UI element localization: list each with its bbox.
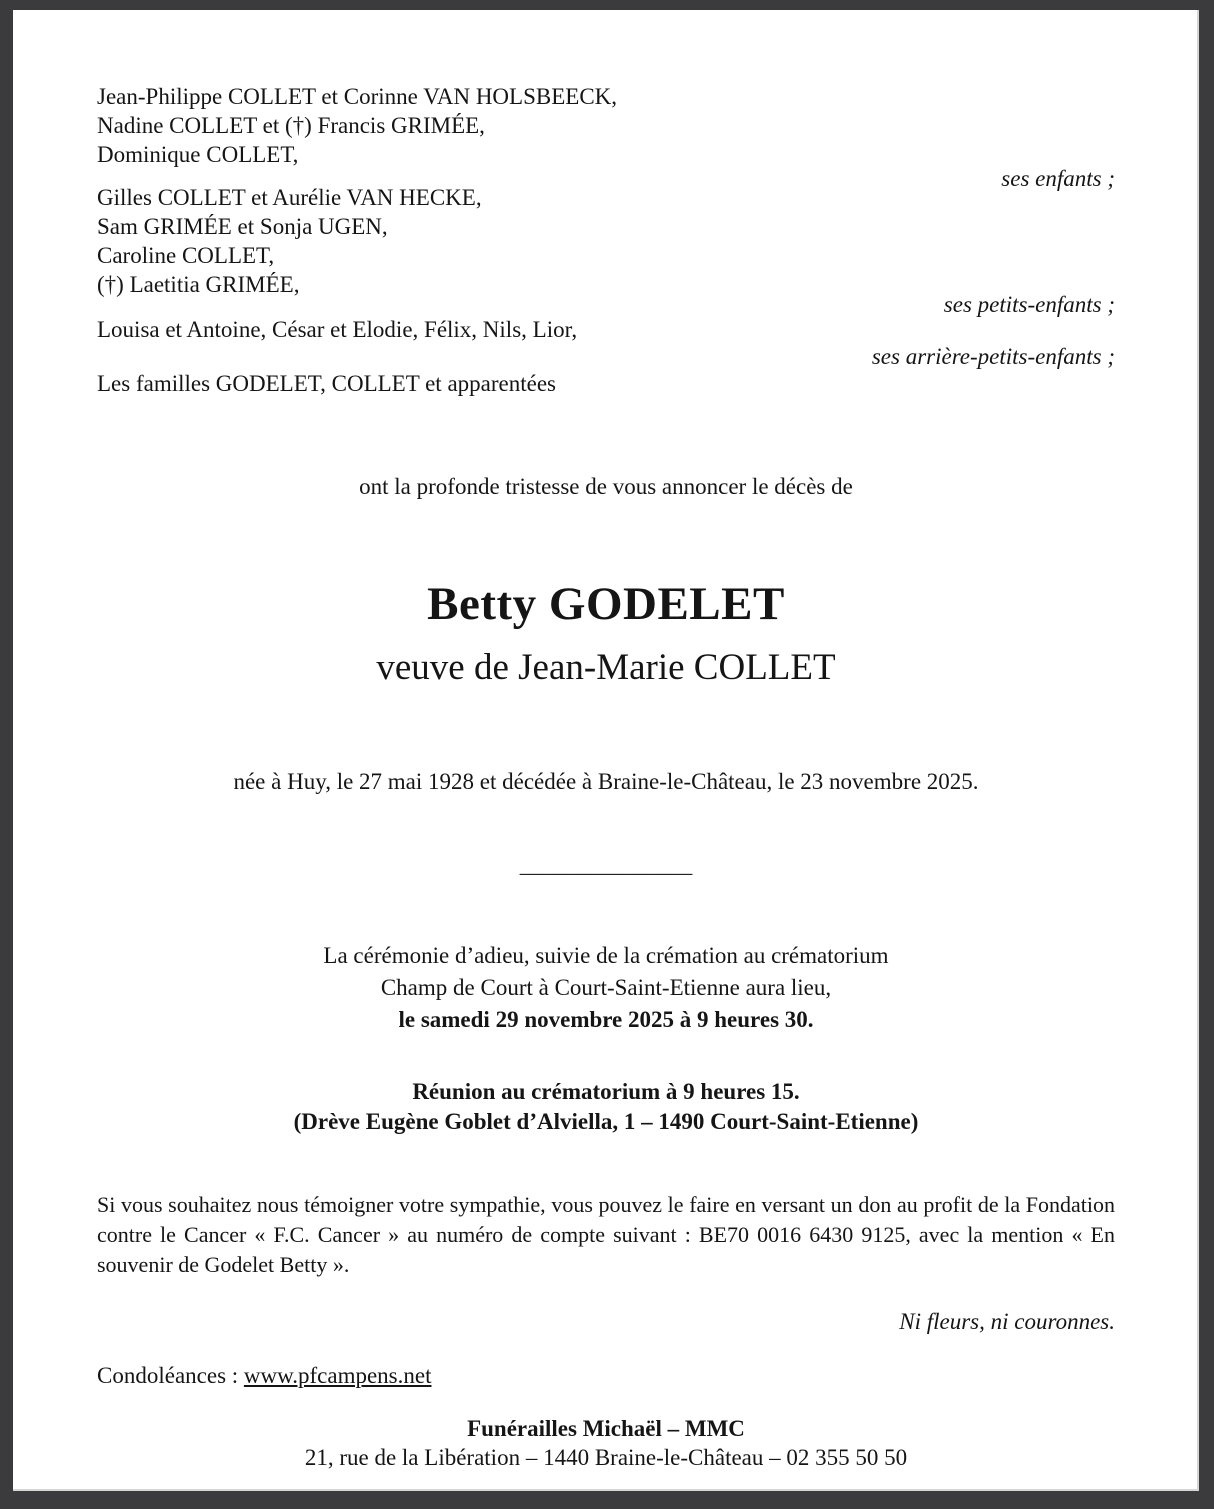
condolences-label: Condoléances :	[97, 1363, 244, 1388]
announcement-page	[13, 10, 1199, 1491]
family-group-grandchildren	[97, 183, 1115, 299]
reunion-address-line: (Drève Eugène Goblet d’Alviella, 1 – 1490 Court-Saint-Etienne)	[293, 1109, 919, 1134]
donation-paragraph: Si vous souhaitez nous témoigner votre sympathie, vous pouvez le faire en versant un don au profit de la Fondation contre le Cancer « F.C. Cancer » au numéro de compte suivant : BE70 0016 6430 9125, avec la mention « En souvenir de Godelet Betty ».	[97, 1192, 1115, 1277]
relation-label-grandchildren: ses petits-enfants ;	[943, 292, 1115, 317]
ceremony-line: La cérémonie d’adieu, suivie de la crémation au crématorium	[323, 943, 889, 968]
ceremony-details	[97, 940, 1115, 1036]
ceremony-line: Champ de Court à Court-Saint-Etienne aura lieu,	[380, 975, 832, 1000]
family-line: Jean-Philippe COLLET et Corinne VAN HOLSBEECK,	[97, 84, 618, 109]
deceased-subtitle: veuve de Jean-Marie COLLET	[376, 647, 836, 688]
family-line: Nadine COLLET et (†) Francis GRIMÉE,	[97, 113, 485, 138]
ceremony-date-line: le samedi 29 novembre 2025 à 9 heures 30.	[398, 1007, 814, 1032]
reunion-line: Réunion au crématorium à 9 heures 15.	[412, 1079, 800, 1104]
family-line: Caroline COLLET,	[97, 243, 275, 268]
no-flowers-note: Ni fleurs, ni couronnes.	[899, 1309, 1115, 1334]
families-line: Les familles GODELET, COLLET et apparentées	[97, 371, 556, 396]
separator-line: _______________	[519, 852, 693, 877]
family-line-great-grandchildren: Louisa et Antoine, César et Elodie, Félix, Nils, Lior,	[97, 317, 578, 342]
funeral-home-name: Funérailles Michaël – MMC	[467, 1416, 745, 1441]
deceased-name: Betty GODELET	[427, 578, 785, 630]
family-group-children	[97, 82, 1115, 169]
condolences-line	[97, 1361, 1115, 1390]
family-line: Sam GRIMÉE et Sonja UGEN,	[97, 214, 388, 239]
announcement-sentence: ont la profonde tristesse de vous annoncer le décès de	[359, 474, 853, 499]
life-dates: née à Huy, le 27 mai 1928 et décédée à Braine-le-Château, le 23 novembre 2025.	[233, 769, 979, 794]
relation-label-great-grandchildren: ses arrière-petits-enfants ;	[871, 344, 1115, 369]
reunion-details	[97, 1077, 1115, 1137]
condolences-link[interactable]: www.pfcampens.net	[243, 1363, 432, 1388]
family-line: Dominique COLLET,	[97, 142, 299, 167]
relation-label-children: ses enfants ;	[1001, 166, 1115, 191]
family-line: (†) Laetitia GRIMÉE,	[97, 272, 300, 297]
family-line: Gilles COLLET et Aurélie VAN HECKE,	[97, 185, 482, 210]
funeral-home-address: 21, rue de la Libération – 1440 Braine-le-Château – 02 355 50 50	[304, 1445, 908, 1470]
